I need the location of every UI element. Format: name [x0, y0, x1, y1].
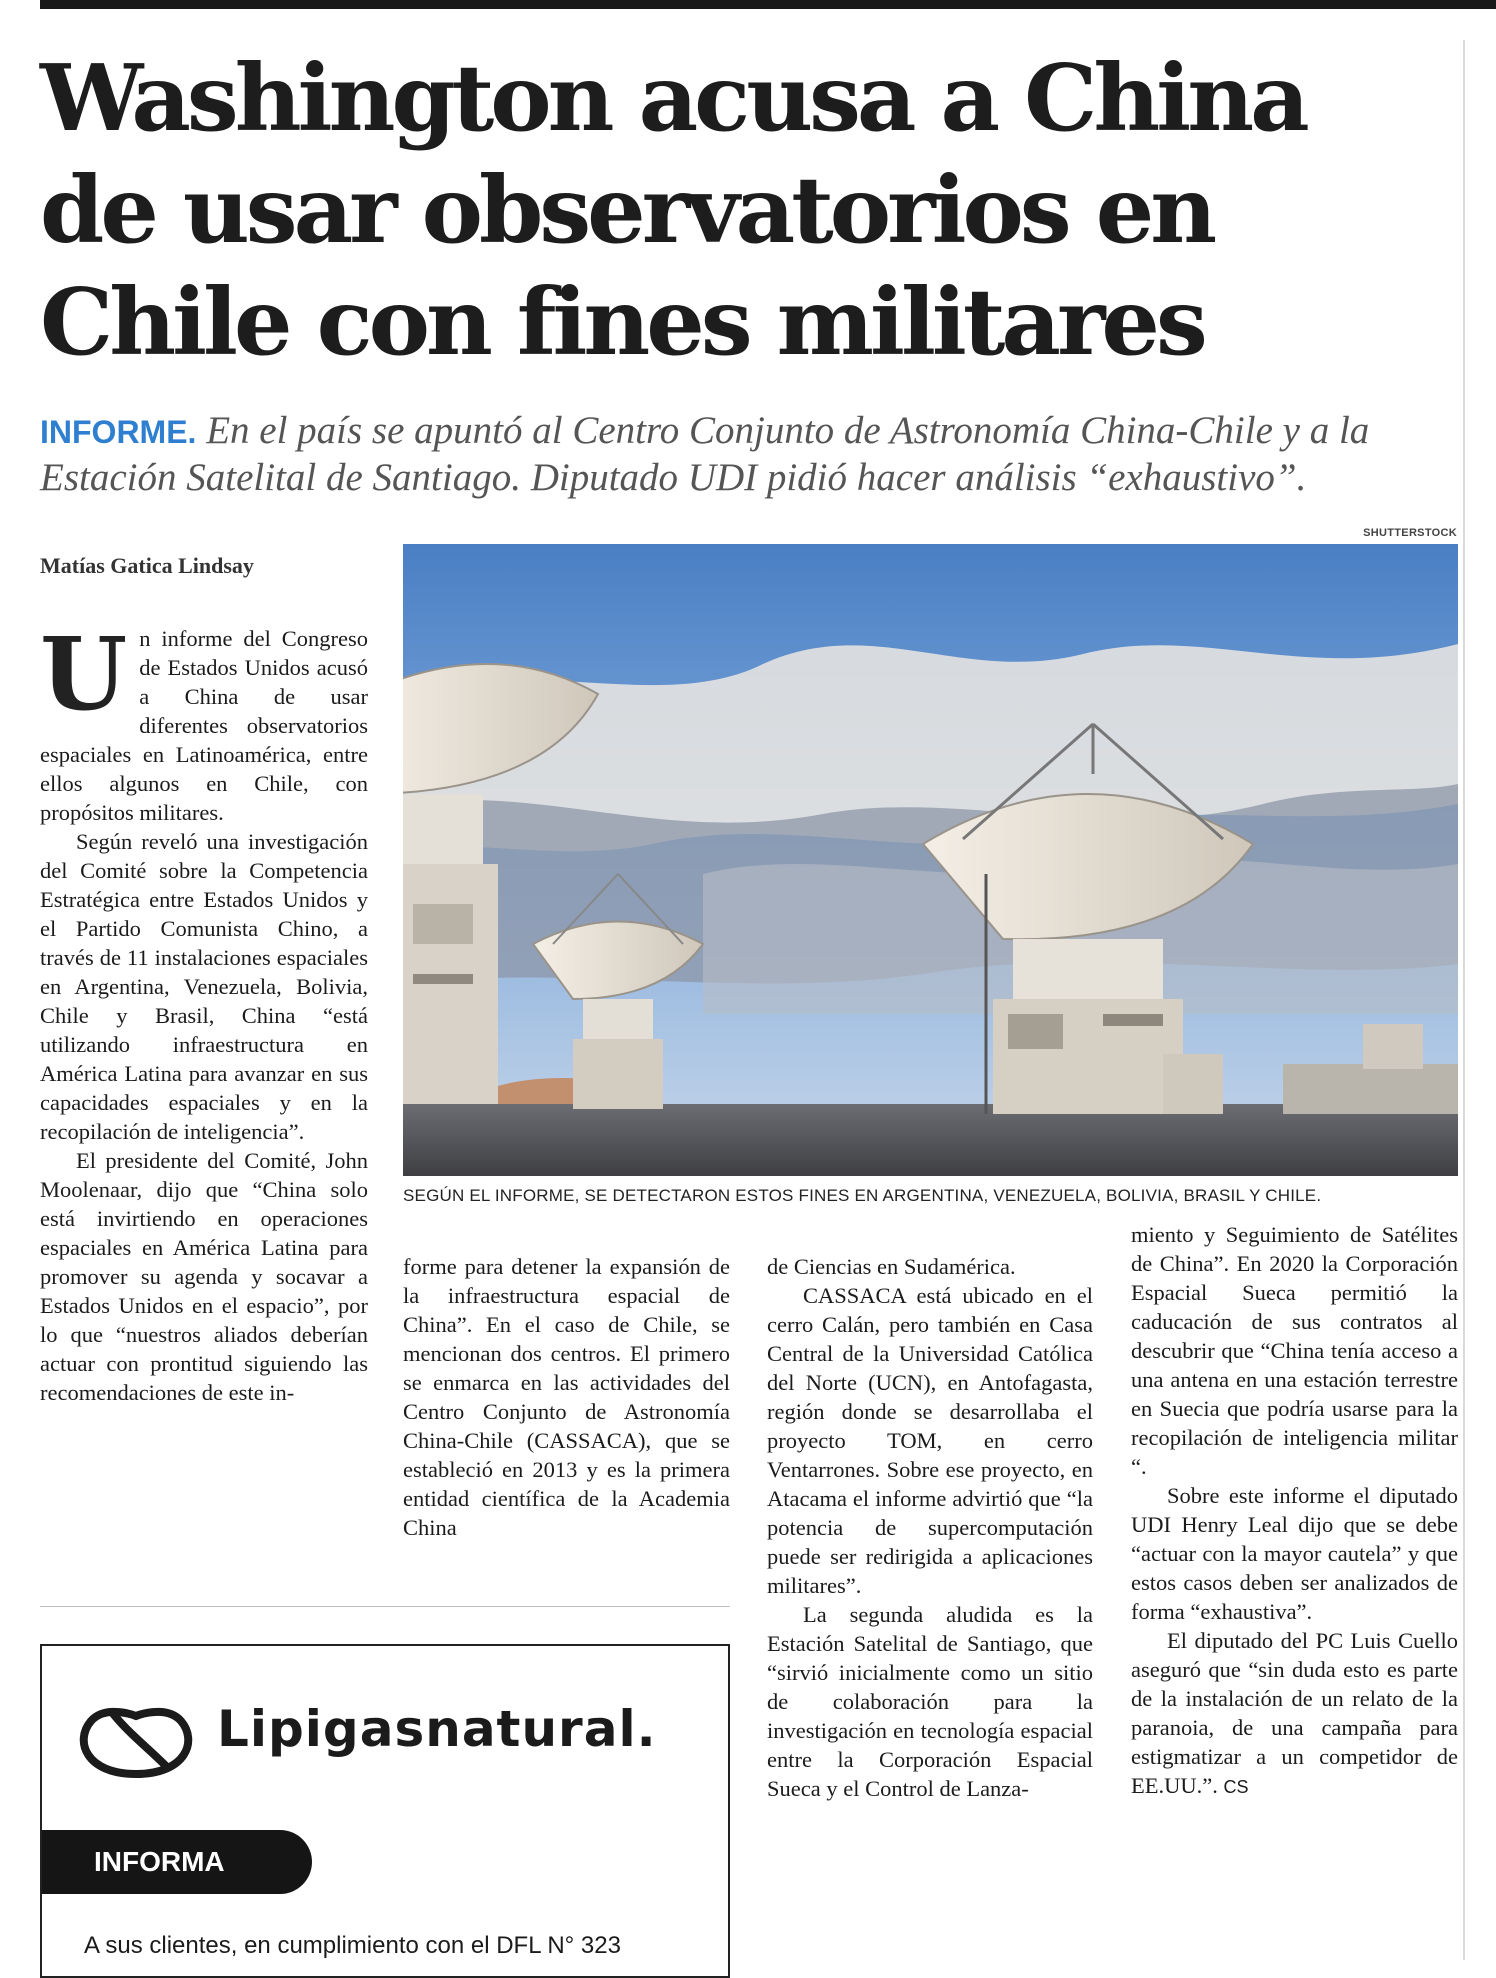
headline: Washington acusa a China de usar observatorios en Chile con fines militares — [40, 44, 1306, 376]
deck-kicker: INFORME. — [40, 414, 197, 450]
paragraph: Sobre este informe el diputado UDI Henry Leal dijo que se debe “actuar con la mayor cautela” y que estos casos deben ser analizados de forma “exhaustiva”. — [1131, 1483, 1458, 1624]
paragraph: La segunda aludida es la Estación Satelital de Santiago, que “sirvió inicialmente como un sitio de colaboración para la investigación en tecnología espacial entre la Corporación Espacial Sueca y el Control de Lanza- — [767, 1602, 1093, 1801]
ad-text: A sus clientes, en cumplimiento con el DFL N° 323 — [84, 1932, 621, 1959]
article-column-2 — [403, 1252, 730, 1542]
telescope-photo — [403, 544, 1458, 1176]
ad-brand: Lipigasnatural. — [217, 1700, 657, 1758]
article-column-3 — [767, 1252, 1093, 1803]
deck-text: En el país se apuntó al Centro Conjunto de Astronomía China-Chile y a la Estación Satelital de Santiago. Diputado UDI pidió hacer análisis “exhaustivo”. — [40, 409, 1370, 499]
paragraph: El diputado del PC Luis Cuello aseguró que “sin duda esto es parte de la instalación de un relato de la paranoia, de una campaña para estigmatizar a un competidor de EE.UU.”. — [1131, 1628, 1458, 1798]
paragraph: de Ciencias en Sudamérica. — [767, 1254, 1016, 1279]
paragraph: n informe del Congreso de Estados Unidos acusó a China de usar diferentes observatorios espaciales en Latinoamérica, entre ellos algunos en Chile, con propósitos militares. — [40, 626, 368, 825]
paragraph: CASSACA está ubicado en el cerro Calán, pero también en Casa Central de la Universidad Católica del Norte (UCN), en Antofagasta, región donde se desarrollaba el proyecto TOM, en cerro Ventarrones. Sobre ese proyecto, en Atacama el informe advirtió que “la potencia de supercomputación puede ser redirigida a aplicaciones militares”. — [767, 1283, 1093, 1598]
byline: Matías Gatica Lindsay — [40, 553, 254, 578]
article-column-1 — [40, 615, 368, 1407]
top-rule — [40, 0, 1496, 9]
article-column-4 — [1131, 1220, 1458, 1802]
advertisement — [40, 1644, 730, 1978]
drop-cap: U — [40, 615, 128, 733]
paragraph: El presidente del Comité, John Moolenaar, dijo que “China solo está invirtiendo en operaciones espaciales en América Latina para promover su agenda y socavar a Estados Unidos en el espacio”, por lo que “nuestros aliados deberían actuar con prontitud siguiendo las recomendaciones de este in- — [40, 1148, 368, 1405]
photo-caption: SEGÚN EL INFORME, SE DETECTARON ESTOS FINES EN ARGENTINA, VENEZUELA, BOLIVIA, BRASIL Y CHILE. — [403, 1186, 1322, 1205]
end-mark: CS — [1223, 1777, 1249, 1797]
paragraph: miento y Seguimiento de Satélites de China”. En 2020 la Corporación Espacial Sueca permitió la caducación de sus contratos al descubrir que “China tenía acceso a una antena en una estación terrestre en Suecia que podría usarse para la recopilación de inteligencia militar “. — [1131, 1222, 1458, 1479]
flame-logo-icon — [66, 1686, 206, 1786]
ad-informa-label: INFORMA — [42, 1830, 312, 1894]
photo-credit: SHUTTERSTOCK — [1363, 527, 1457, 539]
column-divider-right — [1463, 40, 1465, 1960]
ad-separator — [40, 1606, 730, 1607]
paragraph: forme para detener la expansión de la infraestructura espacial de China”. En el caso de Chile, se mencionan dos centros. El primero se enmarca en las actividades del Centro Conjunto de Astronomía China-Chile (CASSACA), que se estableció en 2013 y es la primera entidad científica de la Academia China — [403, 1254, 730, 1540]
paragraph: Según reveló una investigación del Comité sobre la Competencia Estratégica entre Estados Unidos y el Partido Comunista Chino, a través de 11 instalaciones espaciales en Argentina, Venezuela, Bolivia, Chile y Brasil, China “está utilizando infraestructura en América Latina para avanzar en sus capacidades espaciales y en la recopilación de inteligencia”. — [40, 829, 368, 1144]
deck — [40, 408, 1460, 500]
